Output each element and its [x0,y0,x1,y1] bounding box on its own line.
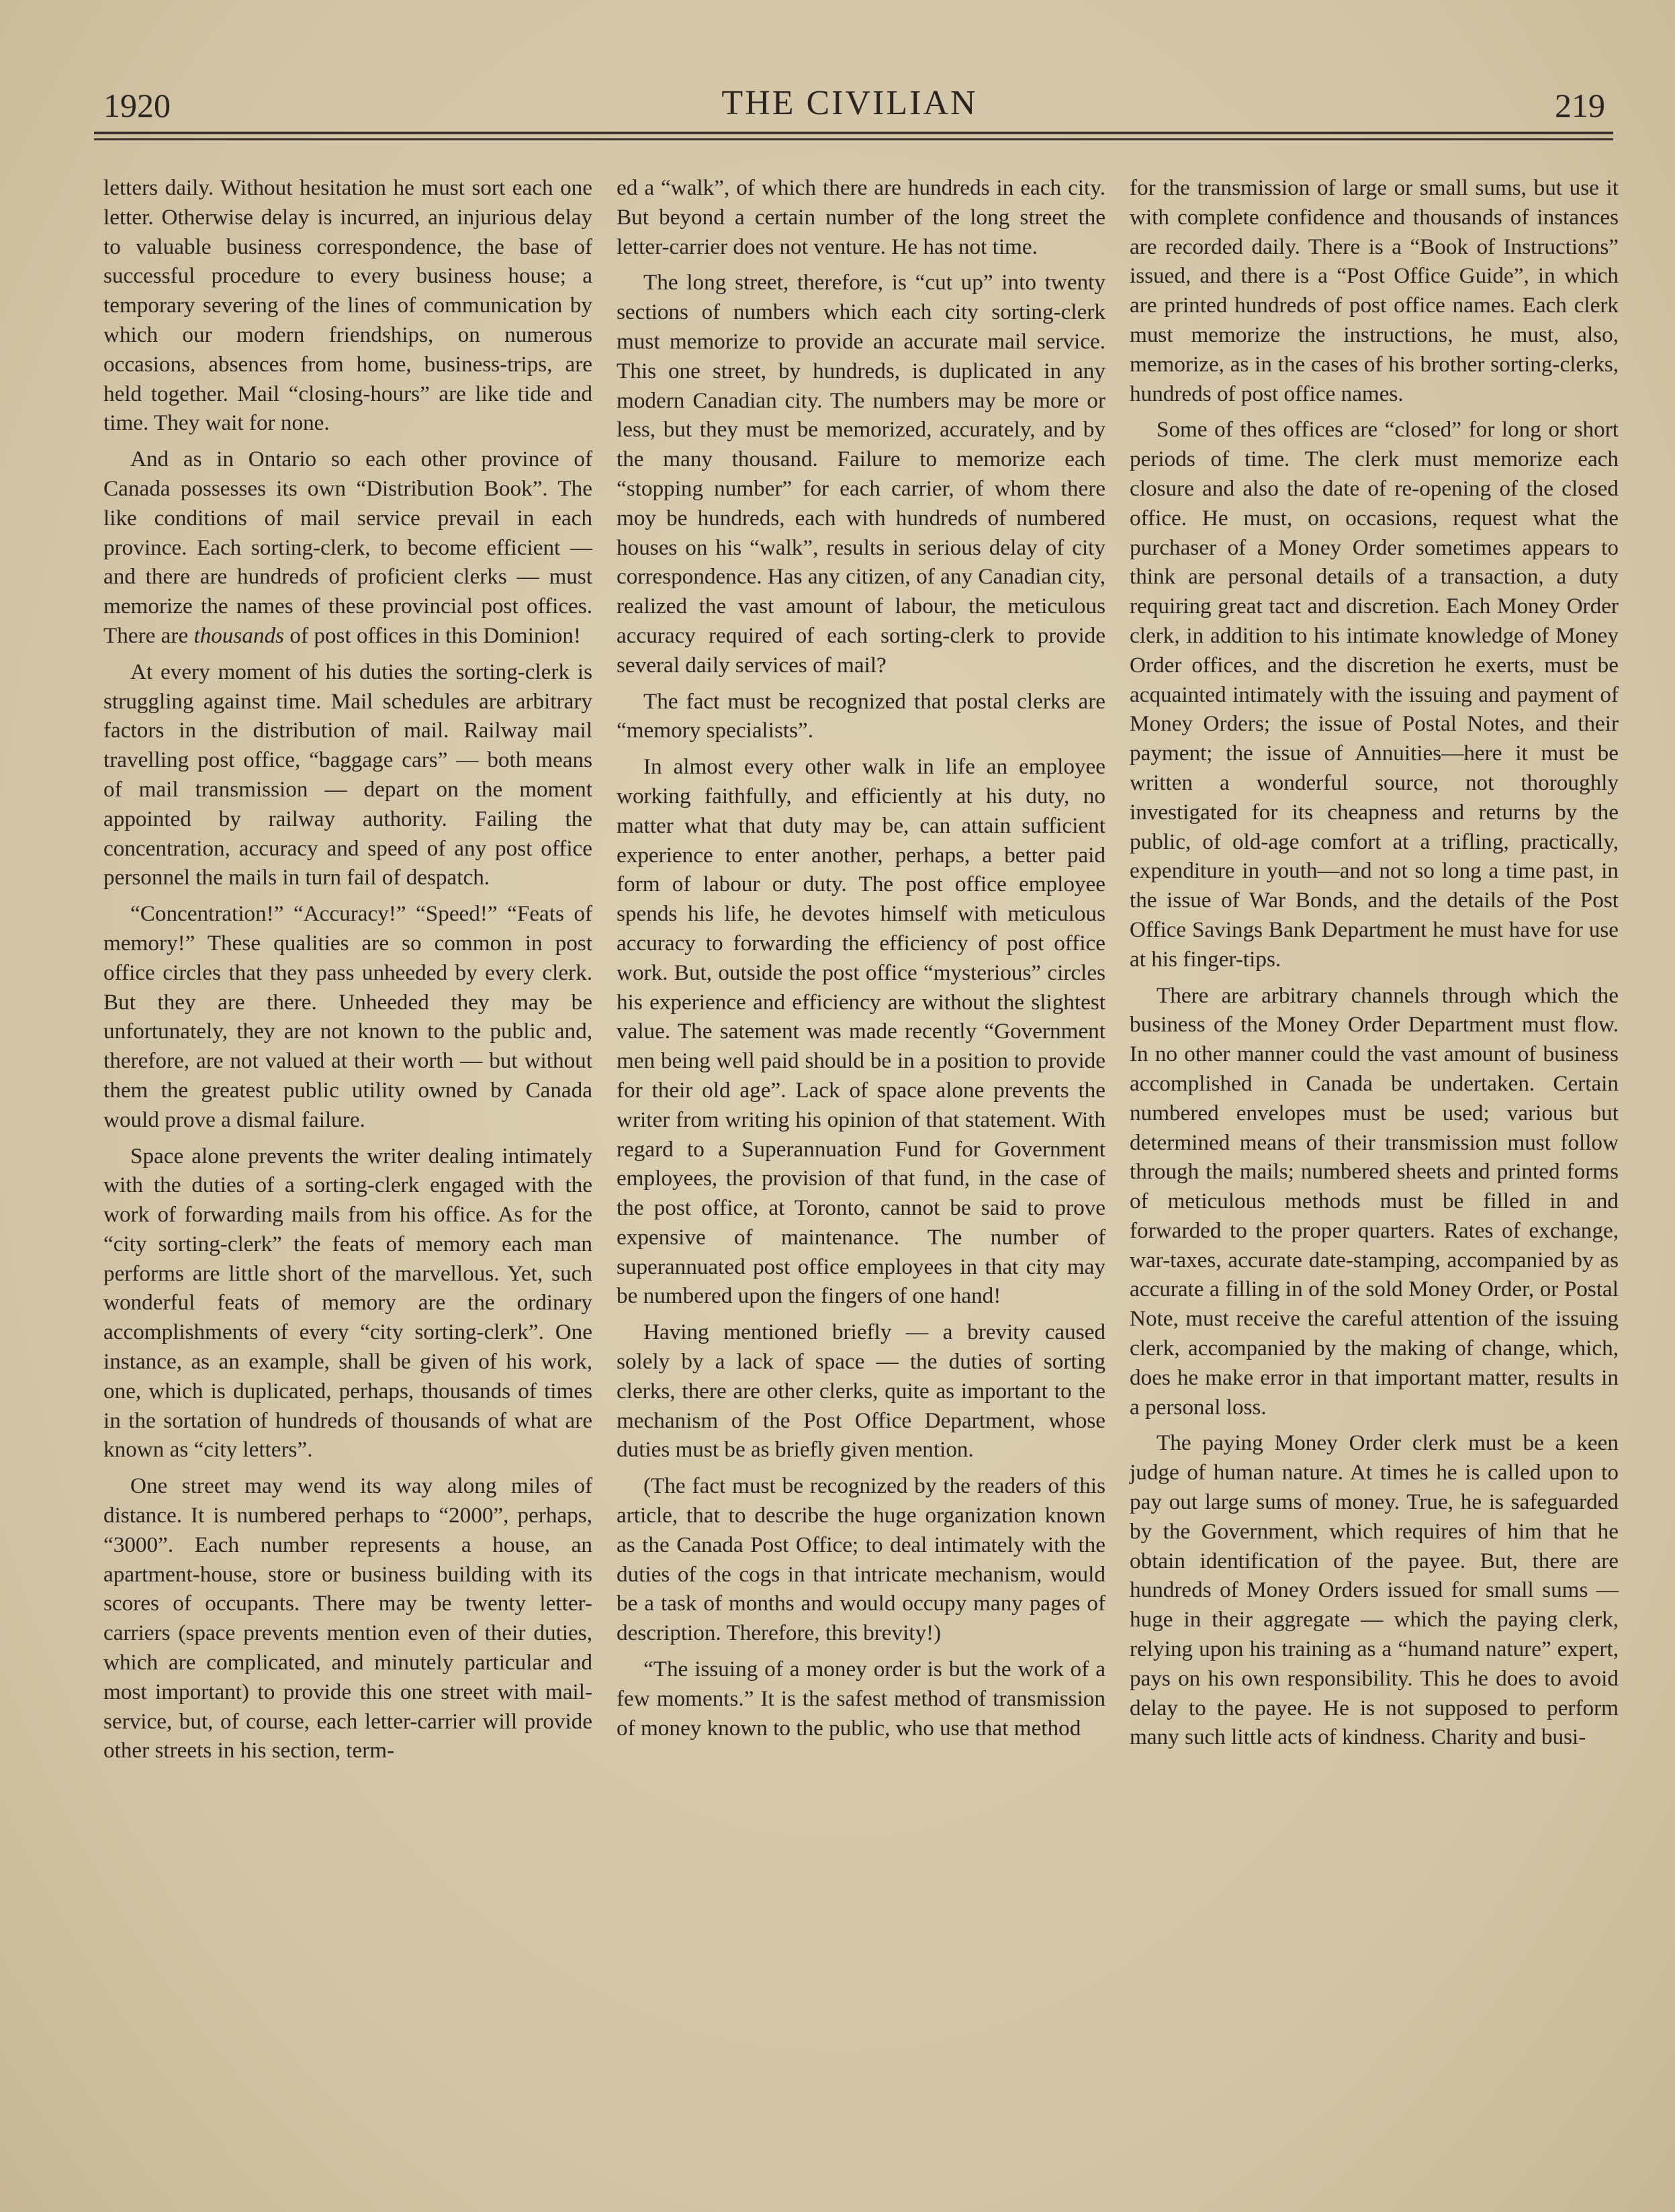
paragraph-text: of post offices in this Dominion! [284,623,581,648]
page-number: 219 [1555,87,1605,124]
paragraph-text: There are arbitrary channels through which the business of the Money Order Department must flow. In no other manner could the vast amount of business accomplished in Canada be undertaken. Certain numbered envelopes must be used; various but determined means of their transmission must follow through the mails; numbered sheets and printed forms of meticulous methods must be filled in and forwarded to the proper quarters. Rates of exchange, war-taxes, accurate date-stamping, accompanied by as accurate a filling in of the sold Money Order, or Postal Note, must receive the careful attention of the issuing clerk, accompanied by the making of change, which, does he make error in that important matter, results in a personal loss. [1130,982,1619,1420]
paragraph [617,268,1105,680]
paragraph-text: The long street, therefore, is “cut up” into twenty sections of numbers which each city sorting-clerk must memorize to provide an accurate mail service. This one street, by hundreds, is duplicated in any modern Canadian city. The numbers may be more or less, but they must be memorized, accurately, and by the many thousand. Failure to memorize each “stopping number” for each carrier, of whom there moy be hundreds, each with hundreds of numbered houses on his “walk”, results in serious delay of city correspondence. Has any citizen, of any Canadian city, realized the vast amount of labour, the meticulous accuracy required of each sorting-clerk to provide several daily services of mail? [617,270,1105,678]
page-header [94,79,1605,133]
paragraph [617,752,1105,1311]
paragraph [1130,173,1619,408]
paragraph-text: In almost every other walk in life an employee working faithfully, and efficiently at his duty, no matter what that duty may be, can attain sufficient experience to enter another, perhaps, a better paid form of labour or duty. The post office employee spends his life, he devotes himself with meticulous accuracy to forwarding the efficiency of post office work. But, outside the post office “mysterious” circles his experience and efficiency are without the slightest value. The satement was made recently “Government men being well paid should be in a position to provide for their old age”. Lack of space alone prevents the writer from writing his opinion of that statement. With regard to a Superannuation Fund for Government employees, the provision of that fund, in the case of the post office, at Toronto, cannot be said to prove expensive of maintenance. The number of superannuated post office employees in that city may be numbered upon the fingers of one hand! [617,754,1105,1309]
paragraph-text: Some of thes offices are “closed” for long or short periods of time. The clerk must memorize each closure and also the date of re-opening of the closed office. He must, on occasions, request what the purchaser of a Money Order sometimes appears to think are personal details of a transaction, a duty requiring great tact and discretion. Each Money Order clerk, in addition to his intimate knowledge of Money Order offices, and the discretion he exerts, must be acquainted intimately with the issuing and payment of Money Orders; the issue of Postal Notes, and their payment; the issue of Annuities—here it must be written a wonderful source, not thoroughly investigated for its cheapness and returns by the public, of old-age comfort at a trifling, practically, expenditure in youth—and not so long a time past, in the issue of War Bonds, and the details of the Post Office Savings Bank Department he must have for use at his finger-tips. [1130,417,1619,972]
page-year: 1920 [103,87,171,124]
paragraph-text: And as in Ontario so each other province of Canada possesses its own “Distribution Book”. The like conditions of mail service prevail in each province. Each sorting-clerk, to become efficient — and there are hundreds of proficient clerks — must memorize the names of these provincial post offices. There are [103,447,592,648]
column-2 [617,173,1105,2174]
paragraph-text: The fact must be recognized that postal clerks are “memory specialists”. [617,688,1105,743]
paragraph [1130,981,1619,1422]
paragraph-text: (The fact must be recognized by the readers of this article, that to describe the huge organization known as the Canada Post Office; to deal intimately with the duties of the cogs in that intricate mechanism, would be a task of months and would occupy many pages of description. Therefore, this brevity!) [617,1473,1105,1646]
paragraph-text: “Concentration!” “Accuracy!” “Speed!” “Feats of memory!” These qualities are so common in post office circles that they pass unheeded by every clerk. But they are there. Unheeded they may be unfortunately, they are not known to the public and, therefore, are not valued at their worth — but without them the greatest public utility owned by Canada would prove a dismal failure. [103,901,592,1132]
paragraph [617,173,1105,261]
paragraph [617,687,1105,746]
paragraph-text: ed a “walk”, of which there are hundreds in each city. But beyond a certain number of the long street the letter-carrier does not venture. He has not time. [617,175,1105,259]
paragraph-text: Having mentioned briefly — a brevity caused solely by a lack of space — the duties of sorting clerks, there are other clerks, quite as important to the mechanism of the Post Office Department, whose duties must be as briefly given mention. [617,1320,1105,1463]
paragraph-text: for the transmission of large or small sums, but use it with complete confidence and thousands of instances are recorded daily. There is a “Book of Instructions” issued, and there is a “Post Office Guide”, in which are printed hundreds of post office names. Each clerk must memorize the instructions, he must, also, memorize, as in the cases of his brother sorting-clerks, hundreds of post office names. [1130,175,1619,406]
paragraph-text: “The issuing of a money order is but the work of a few moments.” It is the safest method of transmission of money known to the public, who use that method [617,1657,1105,1741]
paragraph-text: One street may wend its way along miles of distance. It is numbered perhaps to “2000”, perhaps, “3000”. Each number represents a house, an apartment-house, store or business building with its scores of occupants. There may be twenty letter-carriers (space prevents mention even of their duties, which are complicated, and minutely particular and most important) to provide this one street with mail-service, but, of course, each letter-carrier will provide other streets in his section, term- [103,1473,592,1763]
paragraph [103,657,592,892]
paragraph [103,445,592,651]
paragraph [617,1471,1105,1648]
paragraph-text: letters daily. Without hesitation he must sort each one letter. Otherwise delay is incurred, an injurious delay to valuable business correspondence, the base of successful procedure to every business house; a temporary severing of the lines of communication by which our modern friendships, on numerous occasions, absences from home, business-trips, are held together. Mail “closing-hours” are like tide and time. They wait for none. [103,175,592,436]
running-head-title: THE CIVILIAN [721,84,978,122]
column-1 [103,173,592,2174]
paragraph-text: Space alone prevents the writer dealing intimately with the duties of a sorting-clerk engaged with the work of forwarding mails from his office. As for the “city sorting-clerk” the feats of memory each man performs are little short of the marvellous. Yet, such wonderful feats of memory are the ordinary accomplishments of every “city sorting-clerk”. One instance, as an example, shall be given of his work, one, which is duplicated, perhaps, thousands of times in the sortation of hundreds of thousands of what are known as “city letters”. [103,1143,592,1463]
column-3 [1130,173,1619,2174]
paragraph [103,1471,592,1765]
paragraph [103,173,592,438]
paragraph-text: At every moment of his duties the sorting-clerk is struggling against time. Mail schedules are arbitrary factors in the distribution of mail. Railway mail travelling post office, “baggage cars” — both means of mail transmission — depart on the moment appointed by railway authority. Failing the concentration, accuracy and speed of any post office personnel the mails in turn fail of despatch. [103,659,592,890]
paragraph-text: The paying Money Order clerk must be a keen judge of human nature. At times he is called upon to pay out large sums of money. True, he is safeguarded by the Government, which requires of him that he obtain identification of the payee. But, there are hundreds of Money Orders issued for small sums — huge in their aggregate — which the paying clerk, relying upon his training as a “humand nature” expert, pays on his own responsibility. This he does to avoid delay to the payee. He is not supposed to perform many such little acts of kindness. Charity and busi- [1130,1430,1619,1750]
header-rule-bottom [94,138,1613,140]
paragraph [617,1655,1105,1743]
paragraph [1130,415,1619,974]
emphasis-text: thousands [193,623,285,648]
header-rule-top [94,132,1613,134]
paragraph [103,1142,592,1465]
paragraph [1130,1428,1619,1752]
paragraph [103,899,592,1134]
paragraph [617,1318,1105,1465]
text-columns [103,173,1628,2174]
